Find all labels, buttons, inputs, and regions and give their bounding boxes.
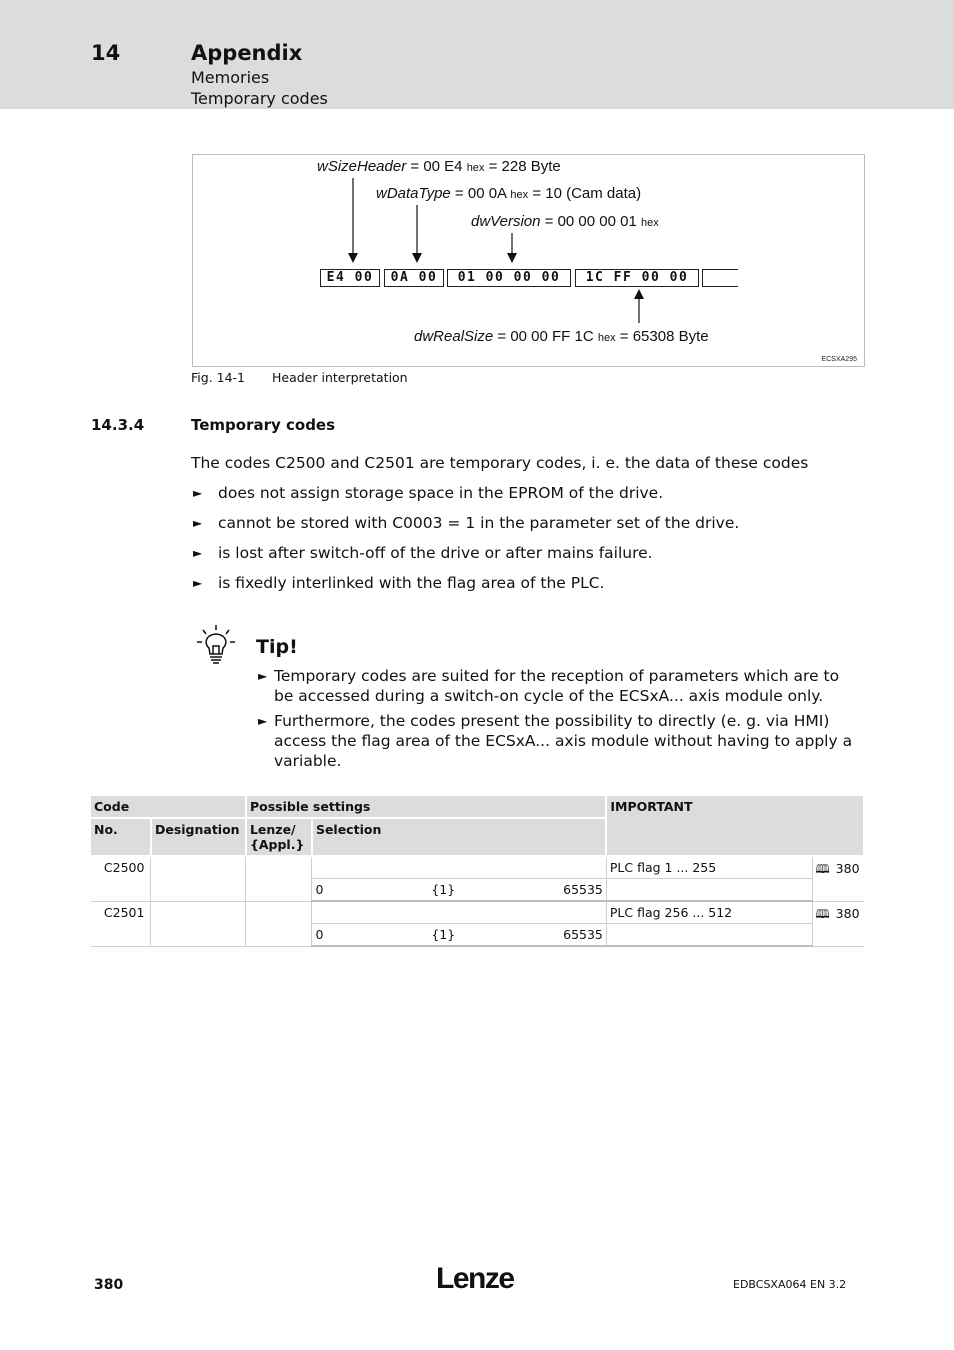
breadcrumb-memories: Memories xyxy=(191,68,270,87)
list-item-text: is fixedly interlinked with the flag area of the PLC. xyxy=(218,574,605,592)
selection-step: {1} xyxy=(431,882,456,897)
header-band xyxy=(0,0,954,109)
code-designation xyxy=(151,856,246,901)
header-selection: Selection xyxy=(312,818,606,856)
important-text: PLC flag 256 ... 512 xyxy=(606,901,812,924)
label-wdatatype-value: = 00 0A xyxy=(450,185,511,202)
bullet-arrow-icon: ► xyxy=(193,576,203,590)
header-designation: Designation xyxy=(151,818,246,856)
table-header-row xyxy=(91,796,864,818)
tip-list xyxy=(258,666,858,776)
lightbulb-icon xyxy=(195,624,237,666)
list-item xyxy=(258,666,858,706)
code-no: C2501 xyxy=(91,901,151,946)
bullet-arrow-icon: ► xyxy=(193,516,203,530)
header-lenze-appl: Lenze/ {Appl.} xyxy=(246,818,312,856)
label-dwrealsize-name: dwRealSize xyxy=(414,328,494,345)
header-possible-settings: Possible settings xyxy=(246,796,606,818)
label-wsizeheader xyxy=(317,158,561,175)
header-no: No. xyxy=(91,818,151,856)
selection-step: {1} xyxy=(431,927,456,942)
list-item-text: does not assign storage space in the EPROM of the drive. xyxy=(218,484,664,502)
important-text: PLC flag 1 ... 255 xyxy=(606,856,812,879)
book-icon: 🕮 xyxy=(815,862,830,876)
label-wsizeheader-result: = 228 Byte xyxy=(484,158,561,175)
label-dwversion-value: = 00 00 00 01 xyxy=(540,213,641,230)
byte-box-realsize: 1C FF 00 00 xyxy=(575,269,699,287)
arrowhead-size-header xyxy=(348,253,358,263)
lenze-logo: Lenze xyxy=(436,1262,514,1295)
chapter-number: 14 xyxy=(91,41,121,65)
bullet-arrow-icon: ► xyxy=(193,546,203,560)
bullet-arrow-icon: ► xyxy=(193,486,203,500)
selection-min: 0 xyxy=(315,927,324,942)
selection-range xyxy=(312,879,606,902)
section-number: 14.3.4 xyxy=(91,416,145,434)
list-item-text: Furthermore, the codes present the possibility to directly (e. g. via HMI) access the flag area of the ECSxA... axis module without having to apply a variable. xyxy=(274,712,853,770)
label-dwversion-hex: hex xyxy=(641,217,659,229)
page-number: 380 xyxy=(94,1277,124,1293)
header-interpretation-figure xyxy=(192,154,865,367)
label-wsizeheader-hex: hex xyxy=(466,162,485,174)
figure-code: ECSXA295 xyxy=(821,356,857,363)
code-no: C2500 xyxy=(91,856,151,901)
label-dwrealsize-value: = 00 00 FF 1C xyxy=(493,328,598,345)
label-wdatatype-name: wDataType xyxy=(376,185,451,202)
arrowhead-data-type xyxy=(412,253,422,263)
byte-box-size: E4 00 xyxy=(320,269,380,287)
figure-caption-number: Fig. 14-1 xyxy=(191,370,246,385)
page-ref-number: 380 xyxy=(835,905,860,921)
chapter-title: Appendix xyxy=(191,41,303,65)
label-wdatatype xyxy=(376,185,641,202)
label-wsizeheader-name: wSizeHeader xyxy=(317,158,407,175)
figure-caption-text: Header interpretation xyxy=(272,370,408,385)
label-dwrealsize-result: = 65308 Byte xyxy=(615,328,709,345)
page-ref[interactable] xyxy=(812,901,864,946)
arrowhead-real-size xyxy=(634,289,644,299)
label-dwversion-name: dwVersion xyxy=(471,213,541,230)
list-item xyxy=(191,544,739,574)
list-item-text: is lost after switch-off of the drive or after mains failure. xyxy=(218,544,653,562)
header-important: IMPORTANT xyxy=(606,796,864,856)
page-ref[interactable] xyxy=(812,856,864,901)
selection-min: 0 xyxy=(315,882,324,897)
table-row xyxy=(91,901,864,924)
label-dwversion xyxy=(471,213,659,230)
bullet-list xyxy=(191,484,739,604)
bullet-arrow-icon: ► xyxy=(258,714,268,728)
list-item-text: Temporary codes are suited for the reception of parameters which are to be accessed during a switch-on cycle of the ECSxA... axis module only. xyxy=(274,667,840,705)
breadcrumb-temporary-codes: Temporary codes xyxy=(191,89,328,108)
codes-table xyxy=(91,796,865,947)
document-id: EDBCSXA064 EN 3.2 xyxy=(733,1278,847,1291)
byte-box-type: 0A 00 xyxy=(384,269,444,287)
list-item-text: cannot be stored with C0003 = 1 in the parameter set of the drive. xyxy=(218,514,740,532)
selection-empty xyxy=(312,856,606,879)
selection-max: 65535 xyxy=(563,882,603,897)
section-title: Temporary codes xyxy=(191,416,336,434)
important-empty xyxy=(606,879,812,902)
label-wdatatype-hex: hex xyxy=(510,189,529,201)
selection-empty xyxy=(312,901,606,924)
list-item xyxy=(191,484,739,514)
arrowhead-version xyxy=(507,253,517,263)
list-item xyxy=(191,574,739,604)
list-item xyxy=(258,711,858,771)
code-designation xyxy=(151,901,246,946)
label-wsizeheader-value: = 00 E4 xyxy=(406,158,467,175)
byte-box-data xyxy=(702,269,738,287)
label-dwrealsize xyxy=(414,328,709,345)
table-row xyxy=(91,856,864,879)
list-item xyxy=(191,514,739,544)
book-icon: 🕮 xyxy=(815,906,830,921)
important-empty xyxy=(606,924,812,947)
selection-max: 65535 xyxy=(563,927,603,942)
tip-title: Tip! xyxy=(256,636,298,658)
label-wdatatype-result: = 10 (Cam data) xyxy=(528,185,642,202)
header-code: Code xyxy=(91,796,246,818)
label-dwrealsize-hex: hex xyxy=(597,332,616,344)
code-lenze xyxy=(246,856,312,901)
bullet-arrow-icon: ► xyxy=(258,669,268,683)
selection-range xyxy=(312,924,606,947)
intro-paragraph: The codes C2500 and C2501 are temporary codes, i. e. the data of these codes xyxy=(191,454,809,472)
page-ref-number: 380 xyxy=(835,861,860,876)
byte-box-version: 01 00 00 00 xyxy=(447,269,571,287)
code-lenze xyxy=(246,901,312,946)
